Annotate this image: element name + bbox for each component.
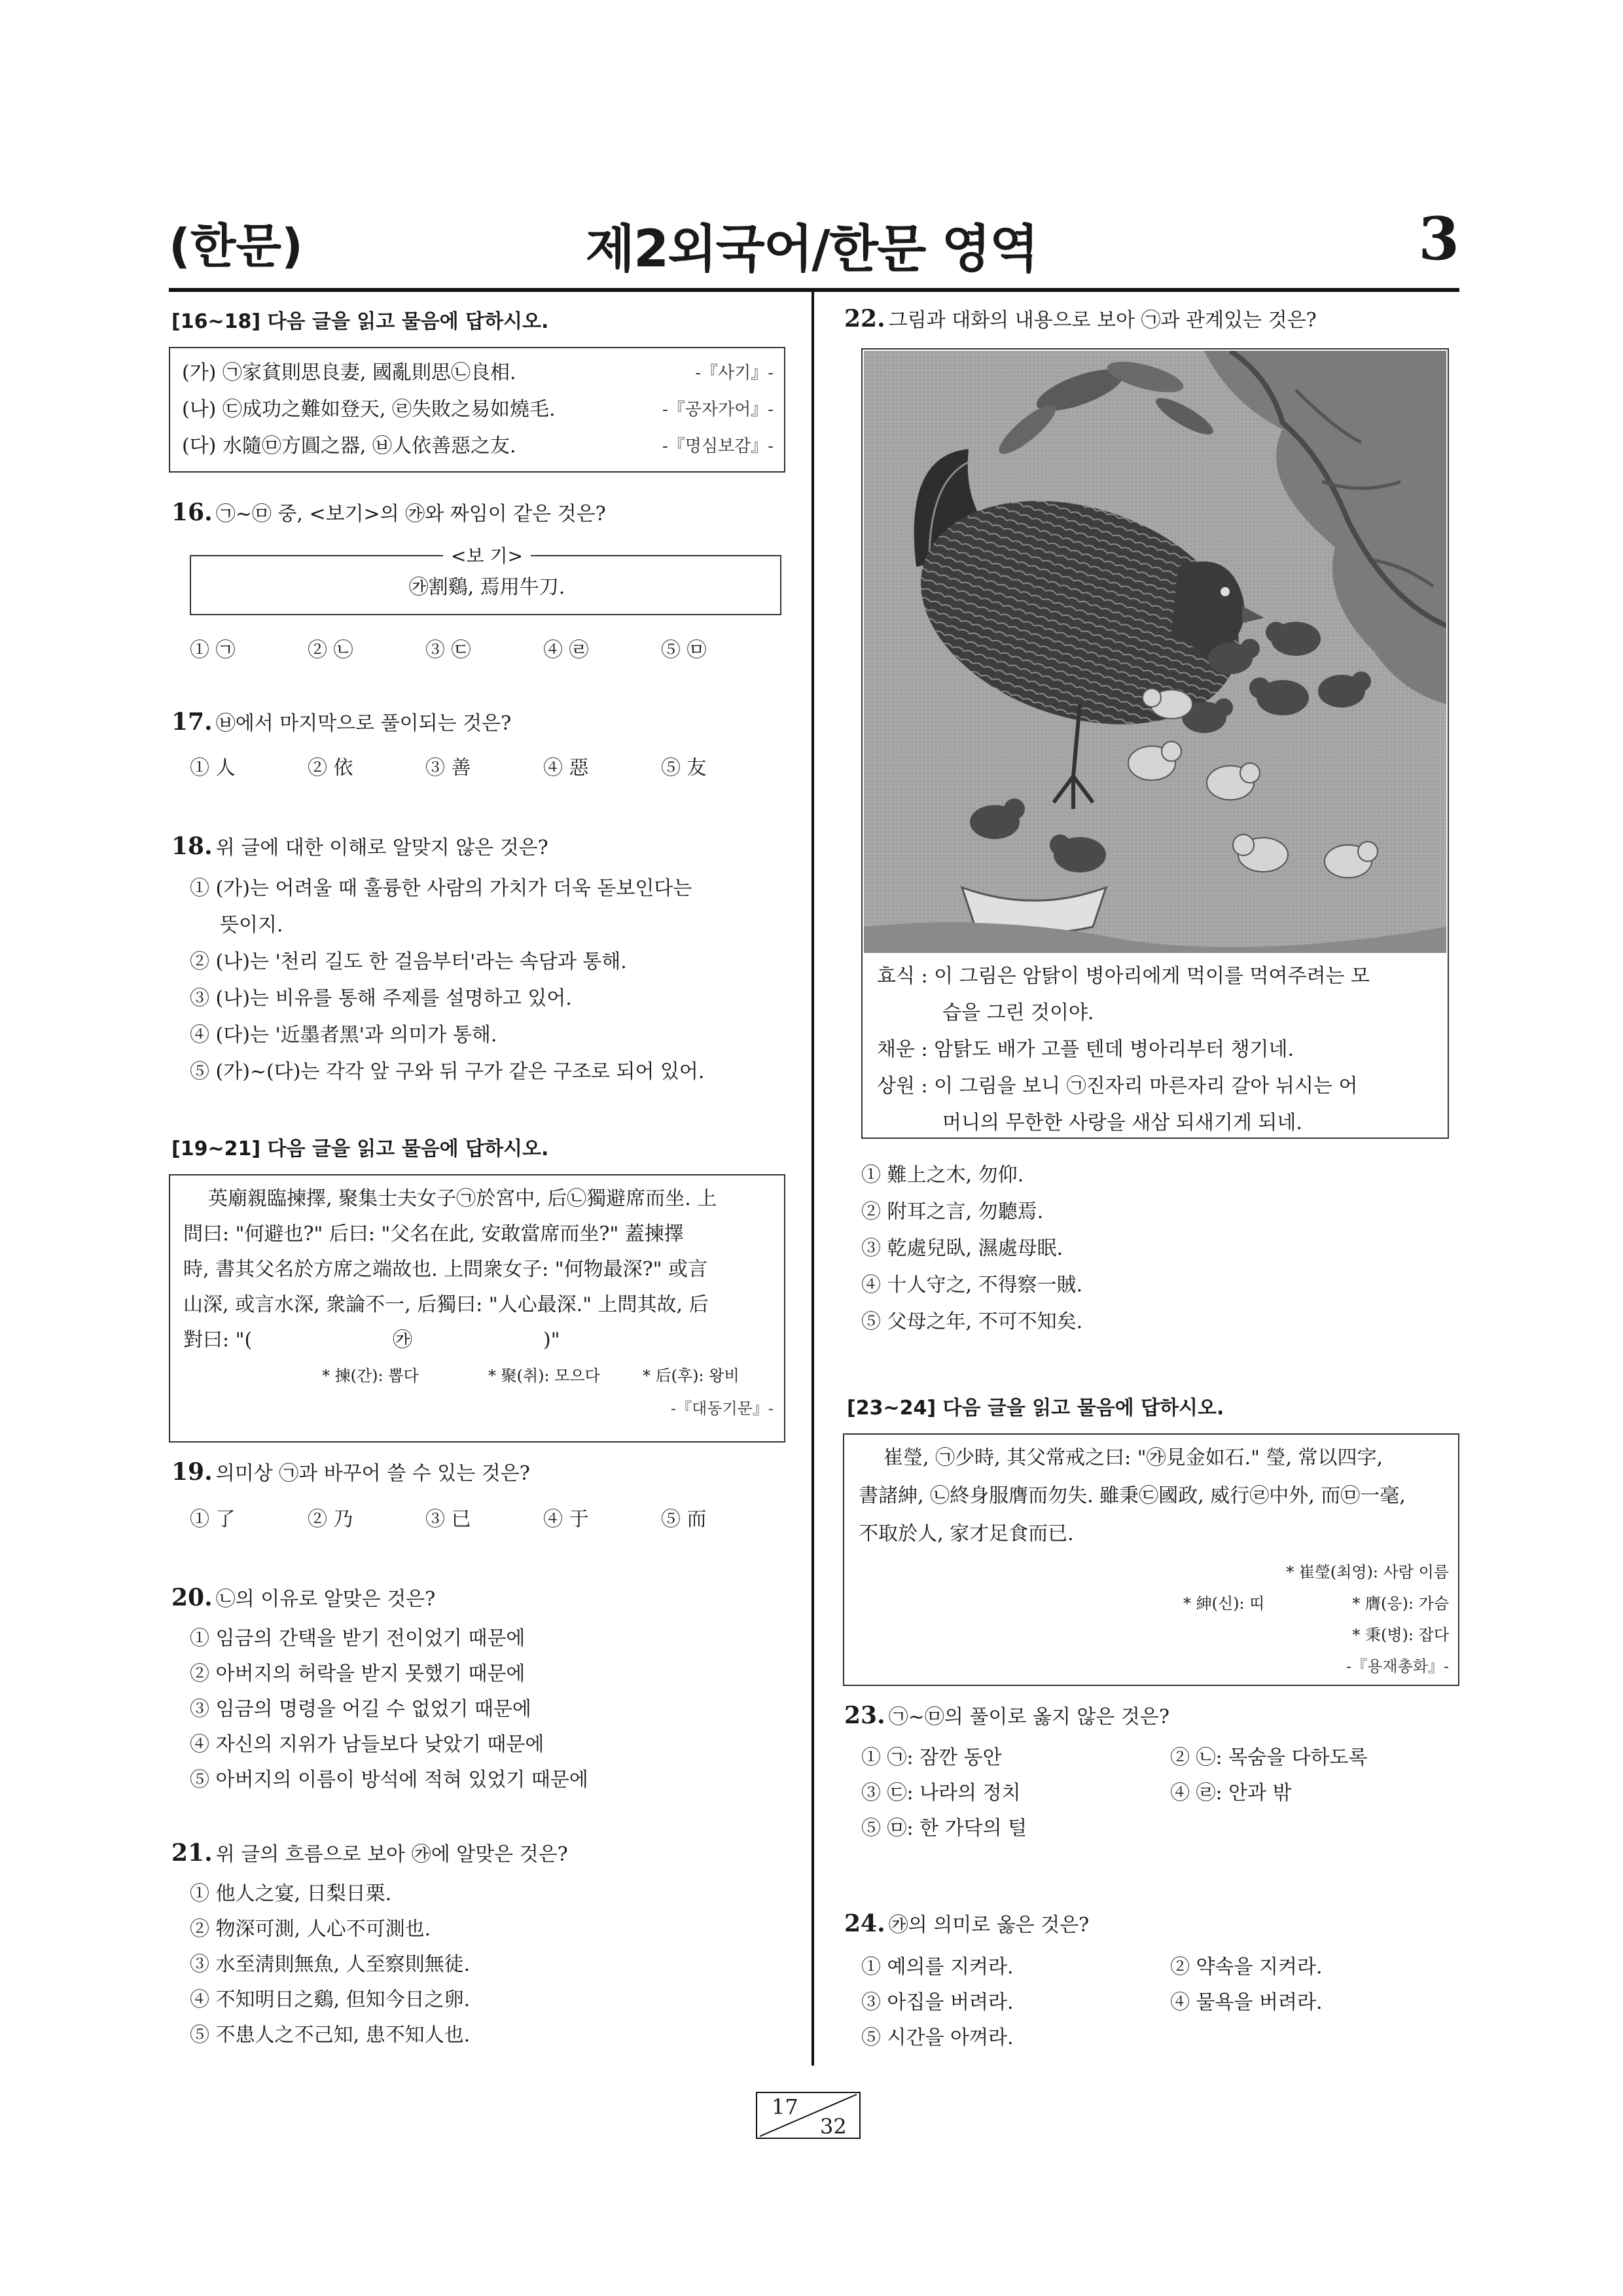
question-text: ㉠~㉤ 중, <보기>의 ㉮와 짜임이 같은 것은? [215,503,606,526]
q23-option-5[interactable]: ⑤ ㉤: 한 가닥의 털 [861,1817,1027,1840]
passage1-line1: (가) ㉠家貧則思良妻, 國亂則思㉡良相. [182,361,516,384]
dialogue-chaeun: 채운 : 암탉도 배가 고플 텐데 병아리부터 챙기네. [877,1038,1294,1061]
q24-option-2[interactable]: ② 약속을 지켜라. [1170,1956,1323,1979]
q24-option-3[interactable]: ③ 아집을 버려라. [861,1991,1014,2014]
q21-option-1[interactable]: ① 他人之宴, 日梨日栗. [190,1882,392,1905]
passage2-line2: 問曰: "何避也?" 后曰: "父名在此, 安敢當席而坐?" 蓋揀擇 [183,1223,684,1246]
passage1-line2: (나) ㉢成功之難如登天, ㉣失敗之易如燒毛. [182,398,556,421]
option-1[interactable]: ① ㉠ [190,639,236,662]
note-shin: * 紳(신): 띠 [1183,1594,1265,1613]
q24-option-5[interactable]: ⑤ 시간을 아껴라. [861,2026,1014,2049]
question-17 [171,707,511,736]
q21-option-5[interactable]: ⑤ 不患人之不己知, 患不知人也. [190,2024,471,2047]
q18-option-1a[interactable]: ① (가)는 어려울 때 훌륭한 사람의 가치가 더욱 돋보인다는 [190,877,692,900]
option-3[interactable]: ③ ㉢ [425,639,471,662]
header-rule [169,288,1459,292]
dialogue-hyosik-2: 습을 그린 것이야. [942,1001,1094,1024]
passage3-line1: 崔瑩, ㉠少時, 其父常戒之曰: "㉮見金如石." 瑩, 常以四字, [883,1446,1383,1469]
option-2[interactable]: ② 依 [308,757,353,780]
passage3-line3: 不取於人, 家才足食而已. [859,1522,1074,1545]
passage2-line1: 英廟親臨揀擇, 聚集士夫女子㉠於宮中, 后㉡獨避席而坐. 上 [208,1187,717,1210]
question-21 [171,1838,568,1867]
dialogue-hyosik-1: 효식 : 이 그림은 암탉이 병아리에게 먹이를 먹여주려는 모 [877,965,1370,988]
q20-option-5[interactable]: ⑤ 아버지의 이름이 방석에 적혀 있었기 때문에 [190,1768,588,1791]
question-number: 18. [171,833,213,860]
q17-options [190,751,779,780]
passage-box-3 [843,1433,1459,1686]
question-text: 위 글의 흐름으로 보아 ㉮에 알맞은 것은? [215,1843,568,1866]
option-4[interactable]: ④ 于 [543,1508,589,1531]
q23-option-3[interactable]: ③ ㉢: 나라의 정치 [861,1782,1021,1804]
hen-and-chicks-painting [864,351,1446,953]
option-4[interactable]: ④ ㉣ [543,639,589,662]
question-number: 22. [844,305,885,332]
bogi-label: <보 기> [443,545,531,567]
section-title-16-18: [16~18] 다음 글을 읽고 물음에 답하시오. [171,310,549,333]
q18-option-4[interactable]: ④ (다)는 '近墨者黑'과 의미가 통해. [190,1024,497,1047]
q20-option-1[interactable]: ① 임금의 간택을 받기 전이었기 때문에 [190,1627,526,1650]
q24-option-4[interactable]: ④ 물욕을 버려라. [1170,1991,1323,2014]
page-indicator [756,2092,861,2139]
question-24 [844,1909,1089,1937]
note-3: * 后(후): 왕비 [643,1367,740,1385]
passage2-line3: 時, 書其父名於方席之端故也. 上問衆女子: "何物最深?" 或言 [183,1258,708,1281]
question-text: ㉥에서 마지막으로 풀이되는 것은? [215,712,512,735]
question-text: ㉮의 의미로 옳은 것은? [888,1914,1090,1937]
passage2-line5-end: )" [543,1329,560,1352]
q18-option-2[interactable]: ② (나)는 '천리 길도 한 걸음부터'라는 속담과 통해. [190,950,627,973]
option-2[interactable]: ② 乃 [308,1508,353,1531]
hen-painting-svg [864,351,1446,953]
q22-option-3[interactable]: ③ 乾處兒臥, 濕處母眠. [861,1237,1063,1260]
question-text: 위 글에 대한 이해로 알맞지 않은 것은? [215,836,548,859]
question-number: 24. [844,1910,885,1937]
q18-option-5[interactable]: ⑤ (가)~(다)는 각각 앞 구와 뒤 구가 같은 구조로 되어 있어. [190,1060,705,1083]
passage-box-2 [169,1174,785,1443]
q21-option-4[interactable]: ④ 不知明日之鷄, 但知今日之卵. [190,1988,471,2011]
q21-option-3[interactable]: ③ 水至淸則無魚, 人至察則無徒. [190,1953,471,1976]
dialogue-sangwon-2: 머니의 무한한 사랑을 새삼 되새기게 되네. [942,1111,1302,1134]
question-number: 21. [171,1839,213,1867]
blank-marker: ㉮ [393,1329,412,1352]
question-19 [171,1457,530,1486]
dialogue-sangwon-1: 상원 : 이 그림을 보니 ㉠진자리 마른자리 갈아 뉘시는 어 [877,1075,1358,1098]
header-page-number: 3 [1418,204,1459,274]
q20-option-4[interactable]: ④ 자신의 지위가 남들보다 낮았기 때문에 [190,1733,544,1756]
passage2-source: -『대동기문』- [671,1399,774,1418]
question-23 [844,1700,1169,1729]
option-2[interactable]: ② ㉡ [308,639,353,662]
q18-option-1b: 뜻이지. [220,914,283,937]
current-page: 17 [772,2094,798,2119]
q20-option-3[interactable]: ③ 임금의 명령을 어길 수 없었기 때문에 [190,1698,531,1721]
column-divider [812,292,814,2066]
note-eung: * 膺(응): 가슴 [1352,1594,1449,1613]
q19-options [190,1503,779,1532]
subject-label: (한문) [169,219,303,274]
q22-option-4[interactable]: ④ 十人守之, 不得察一賊. [861,1274,1083,1297]
question-text: ㉠~㉤의 풀이로 옳지 않은 것은? [888,1706,1169,1729]
option-4[interactable]: ④ 惡 [543,757,589,780]
q22-option-1[interactable]: ① 難上之木, 勿仰. [861,1164,1024,1187]
passage3-source: -『용재총화』- [1346,1657,1449,1676]
q18-option-3[interactable]: ③ (나)는 비유를 통해 주제를 설명하고 있어. [190,987,572,1010]
q22-option-5[interactable]: ⑤ 父母之年, 不可不知矣. [861,1310,1083,1333]
section-title-19-21: [19~21] 다음 글을 읽고 물음에 답하시오. [171,1138,549,1160]
passage2-line5-start: 對曰: "( [183,1329,253,1352]
q20-option-2[interactable]: ② 아버지의 허락을 받지 못했기 때문에 [190,1662,526,1685]
note-choi: * 崔瑩(최영): 사람 이름 [1286,1563,1449,1581]
option-1[interactable]: ① 了 [190,1508,236,1531]
question-text: 그림과 대화의 내용으로 보아 ㉠과 관계있는 것은? [888,309,1317,332]
question-number: 23. [844,1702,885,1729]
question-number: 17. [171,708,213,736]
q23-option-1[interactable]: ① ㉠: 잠깐 동안 [861,1746,1002,1769]
passage1-source1: -『사기』- [695,363,774,383]
q24-option-1[interactable]: ① 예의를 지켜라. [861,1956,1014,1979]
option-5[interactable]: ⑤ 而 [661,1508,707,1531]
total-pages: 32 [820,2114,847,2139]
bogi-text: ㉮割鷄, 焉用牛刀. [408,576,565,599]
option-3[interactable]: ③ 善 [425,757,471,780]
q22-option-2[interactable]: ② 附耳之言, 勿聽焉. [861,1200,1044,1223]
question-20 [171,1583,435,1611]
section-title-23-24: [23~24] 다음 글을 읽고 물음에 답하시오. [847,1397,1224,1420]
question-16 [171,497,606,526]
note-byeong: * 秉(병): 잡다 [1352,1626,1449,1644]
q23-option-2[interactable]: ② ㉡: 목숨을 다하도록 [1170,1746,1368,1769]
option-1[interactable]: ① 人 [190,757,236,780]
question-text: ㉡의 이유로 알맞은 것은? [215,1588,436,1611]
passage1-line3: (다) 水隨㉤方圓之器, ㉥人依善惡之友. [182,435,516,457]
question-text: 의미상 ㉠과 바꾸어 쓸 수 있는 것은? [215,1462,530,1485]
question-number: 16. [171,499,213,526]
passage1-source2: -『공자가어』- [662,400,774,420]
option-3[interactable]: ③ 已 [425,1508,471,1531]
option-5[interactable]: ⑤ ㉤ [661,639,707,662]
note-1: * 揀(간): 뽑다 [322,1367,419,1385]
q23-option-4[interactable]: ④ ㉣: 안과 밖 [1170,1782,1292,1804]
passage2-line4: 山深, 或言水深, 衆論不一, 后獨曰: "人心最深." 上問其故, 后 [183,1293,709,1316]
option-5[interactable]: ⑤ 友 [661,757,707,780]
q16-options [190,634,779,662]
bogi-box [190,545,781,615]
passage-box-1 [169,347,785,473]
question-number: 20. [171,1584,213,1611]
page-title: 제2외국어/한문 영역 [585,220,1038,279]
note-2: * 聚(취): 모으다 [488,1367,600,1385]
question-22 [844,304,1317,332]
question-number: 19. [171,1458,213,1486]
question-18 [171,831,548,860]
q21-option-2[interactable]: ② 物深可測, 人心不可測也. [190,1918,431,1941]
passage1-source3: -『명심보감』- [662,437,774,456]
passage3-line2: 書諸紳, ㉡終身服膺而勿失. 雖秉㉢國政, 威行㉣中外, 而㉤一毫, [859,1484,1406,1507]
